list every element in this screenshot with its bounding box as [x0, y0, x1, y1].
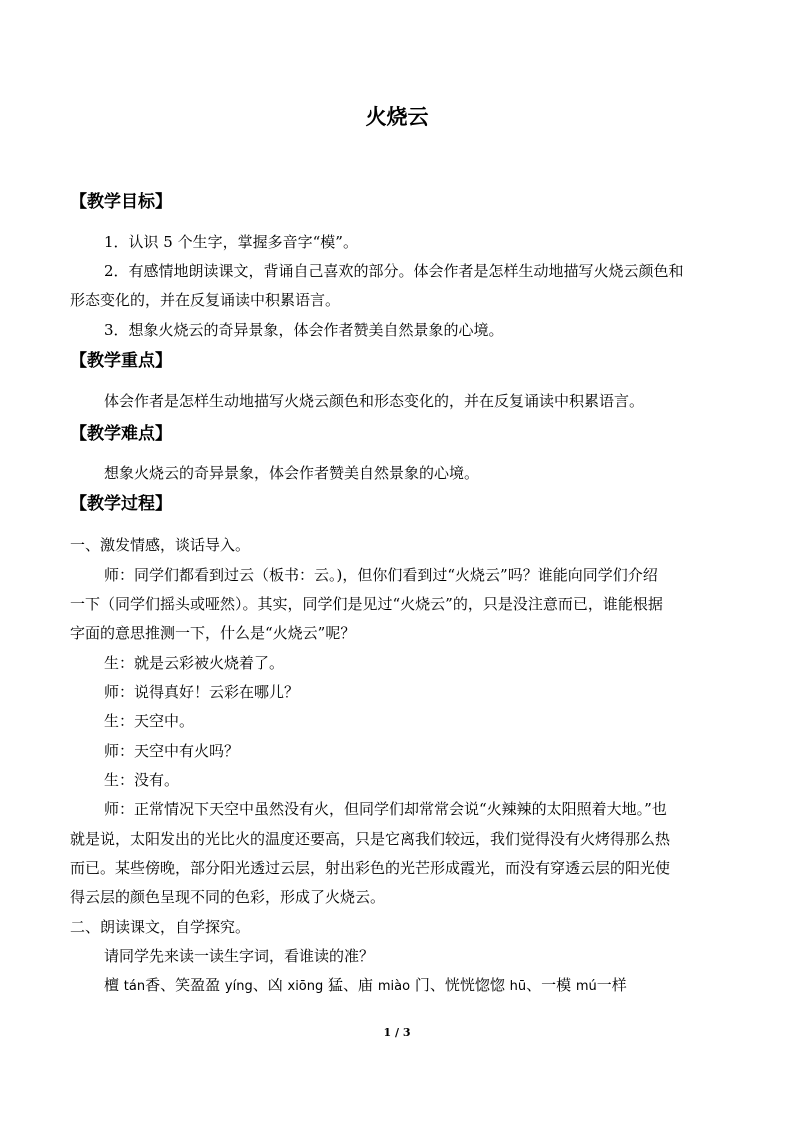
difficulties-text: 想象火烧云的奇异景象，体会作者赞美自然景象的心境。: [104, 464, 480, 482]
vocab-word: 门、恍恍惚惚: [414, 976, 505, 994]
objective-item: 1．认识 5 个生字，掌握多音字“模”。: [104, 233, 358, 251]
vocab-word: 一样: [596, 976, 627, 994]
vocab-line: [104, 973, 627, 999]
pinyin: xiōng: [287, 979, 324, 994]
section-heading-process: 【教学过程】: [70, 494, 172, 514]
process-line: 得云层的颜色呈现不同的色彩，形成了火烧云。: [70, 888, 386, 906]
pinyin: mú: [575, 979, 597, 994]
vocab-word: 、一模: [526, 976, 572, 994]
process-line: 一下（同学们摇头或哑然）。其实，同学们是见过“火烧云”的，只是没注意而已，谁能根据: [70, 595, 663, 613]
objective-item-continuation: 形态变化的，并在反复诵读中积累语言。: [70, 291, 341, 309]
section-heading-key-points: 【教学重点】: [70, 351, 172, 371]
section-heading-difficulties: 【教学难点】: [70, 424, 172, 444]
section-heading-objectives: 【教学目标】: [70, 192, 172, 212]
vocab-word: 、凶: [252, 976, 283, 994]
process-line: 师：正常情况下天空中虽然没有火，但同学们却常常会说“火辣辣的太阳照着大地。”也: [104, 800, 667, 818]
process-line: 师：同学们都看到过云（板书：云。)，但你们看到过“火烧云”吗？谁能向同学们介绍: [104, 566, 658, 584]
key-points-text: 体会作者是怎样生动地描写火烧云颜色和形态变化的，并在反复诵读中积累语言。: [104, 392, 645, 410]
page-number: 1 / 3: [383, 1026, 411, 1039]
process-step-heading: 一、激发情感，谈话导入。: [70, 536, 251, 554]
dialogue-line: 生：天空中。: [104, 712, 195, 730]
page-title: 火烧云: [365, 104, 429, 129]
objective-item: 3．想象火烧云的奇异景象，体会作者赞美自然景象的心境。: [104, 321, 504, 339]
process-step-heading: 二、朗读课文，自学探究。: [70, 918, 251, 936]
objective-item: 2．有感情地朗读课文，背诵自己喜欢的部分。体会作者是怎样生动地描写火烧云颜色和: [104, 262, 684, 280]
process-line: 请同学先来读一读生字词，看谁读的准？: [104, 947, 375, 965]
vocab-word: 猛、庙: [328, 976, 374, 994]
process-line: 就是说，太阳发出的光比火的温度还要高，只是它离我们较远，我们觉得没有火烤得那么热: [70, 830, 671, 848]
pinyin: miào: [377, 979, 411, 994]
process-line: 而已。某些傍晚，部分阳光透过云层，射出彩色的光芒形成霞光，而没有穿透云层的阳光使: [70, 859, 671, 877]
pinyin: yíng: [224, 979, 253, 994]
vocab-word: 檀: [104, 976, 120, 994]
dialogue-line: 生：没有。: [104, 771, 180, 789]
dialogue-line: 师：说得真好！云彩在哪儿？: [104, 683, 300, 701]
process-line: 字面的意思推测一下，什么是“火烧云”呢？: [70, 624, 356, 642]
dialogue-line: 师：天空中有火吗？: [104, 742, 240, 760]
pinyin: tán: [123, 979, 146, 994]
dialogue-line: 生：就是云彩被火烧着了。: [104, 654, 285, 672]
vocab-word: 香、笑盈盈: [145, 976, 221, 994]
pinyin: hū: [509, 979, 527, 994]
